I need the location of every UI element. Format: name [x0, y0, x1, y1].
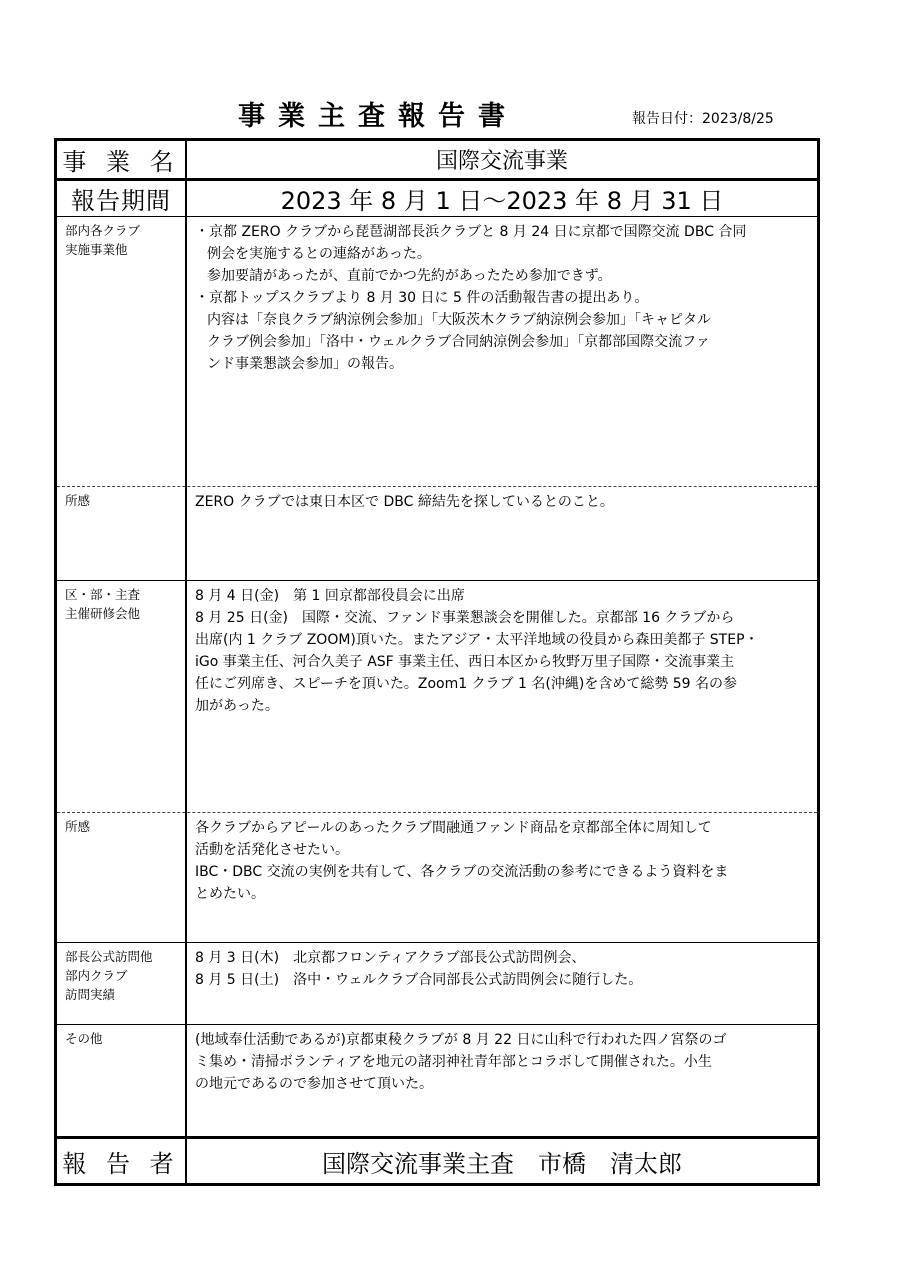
reporter-label: 報 告 者 [62, 1149, 180, 1178]
report-date: 報告日付：2023/8/25 [632, 111, 774, 127]
section-label-line: 部内クラブ [65, 968, 128, 983]
section-impressions-2 [57, 813, 817, 943]
section-label-line: 主催研修会他 [65, 606, 141, 621]
section-label-line: 部内各クラブ [65, 223, 141, 238]
section-label [65, 1029, 183, 1048]
period-value: 2023 年 8 月 1 日〜2023 年 8 月 31 日 [280, 187, 724, 215]
content-line: 8 月 4 日(金) 第 1 回京都部役員会に出席 [195, 588, 465, 604]
reporter-row [57, 1139, 817, 1183]
content-line: 8 月 3 日(木) 北京都フロンティアクラブ部長公式訪問例会、 [195, 950, 586, 966]
section-content [195, 1029, 807, 1095]
content-line: IBC・DBC 交流の実例を共有して、各クラブの交流活動の参考にできるよう資料をま [195, 864, 729, 880]
section-content [195, 585, 807, 717]
content-line: 例会を実施するとの連絡があった。 [207, 246, 431, 262]
section-training [57, 581, 817, 813]
content-line: ンド事業懇談会参加」の報告。 [207, 356, 403, 372]
content-line: ミ集め・清掃ボランティアを地元の諸羽神社青年部とコラボして開催された。小生 [195, 1054, 712, 1070]
content-line: 任にご列席き、スピーチを頂いた。Zoom1 クラブ 1 名(沖縄)を含めて総勢 59 名の参 [195, 676, 738, 692]
project-row [57, 141, 817, 181]
content-line: 各クラブからアピールのあったクラブ間融通ファンド商品を京都部全体に周知して [195, 820, 712, 836]
content-line: クラブ例会参加」「洛中・ウェルクラブ合同納涼例会参加」「京都部国際交流ファ [207, 334, 710, 350]
project-value: 国際交流事業 [435, 149, 568, 174]
content-line: 8 月 25 日(金) 国際・交流、ファンド事業懇談会を開催した。京都部 16 クラブから [195, 610, 735, 626]
section-label [65, 221, 183, 259]
document-title: 事業主査報告書 [238, 101, 518, 132]
section-content [195, 947, 807, 991]
section-impressions-1 [57, 487, 817, 581]
report-form [54, 138, 820, 1186]
section-content [195, 221, 807, 375]
content-line: (地域奉仕活動であるが)京都東稜クラブが 8 月 22 日に山科で行われた四ノ宮祭のゴ [195, 1032, 727, 1048]
section-label-line: 所感 [65, 493, 91, 508]
section-label-line: その他 [65, 1031, 103, 1046]
content-line: 8 月 5 日(土) 洛中・ウェルクラブ合同部長公式訪問例会に随行した。 [195, 972, 643, 988]
section-other [57, 1025, 817, 1139]
content-line: iGo 事業主任、河合久美子 ASF 事業主任、西日本区から牧野万里子国際・交流事業主 [195, 654, 735, 670]
section-official-visits [57, 943, 817, 1025]
content-line: 出席(内 1 クラブ ZOOM)頂いた。またアジア・太平洋地域の役員から森田美都子 STEP・ [195, 632, 759, 648]
section-label [65, 491, 183, 510]
section-label-line: 実施事業他 [65, 242, 128, 257]
content-line: 内容は「奈良クラブ納涼例会参加」「大阪茨木クラブ納涼例会参加」「キャピタル [207, 312, 711, 328]
content-line: ・京都 ZERO クラブから琵琶湖部長浜クラブと 8 月 24 日に京都で国際交流 DBC 合同 [195, 224, 747, 240]
content-line: とめたい。 [195, 886, 265, 902]
section-label-line: 訪問実績 [65, 987, 116, 1002]
section-label [65, 585, 183, 623]
section-label-line: 部長公式訪問他 [65, 949, 153, 964]
content-line: ZERO クラブでは東日本区で DBC 締結先を探しているとのこと。 [195, 494, 614, 510]
section-label [65, 947, 183, 1004]
content-line: 活動を活発化させたい。 [195, 842, 349, 858]
content-line: ・京都トップスクラブより 8 月 30 日に 5 件の活動報告書の提出あり。 [195, 290, 649, 306]
period-label: 報告期間 [71, 187, 171, 215]
content-line: 参加要請があったが、直前でかつ先約があったため参加できず。 [207, 268, 612, 284]
content-line: 加があった。 [195, 698, 279, 714]
reporter-value: 国際交流事業主査 市橋 清太郎 [322, 1149, 682, 1178]
section-content [195, 817, 807, 905]
period-row [57, 181, 817, 217]
section-label-line: 区・部・主査 [65, 587, 141, 602]
section-club-activities [57, 217, 817, 487]
section-label-line: 所感 [65, 819, 91, 834]
content-line: の地元であるので参加させて頂いた。 [195, 1076, 433, 1092]
section-label [65, 817, 183, 836]
section-content [195, 491, 807, 513]
project-label: 事 業 名 [62, 148, 180, 176]
